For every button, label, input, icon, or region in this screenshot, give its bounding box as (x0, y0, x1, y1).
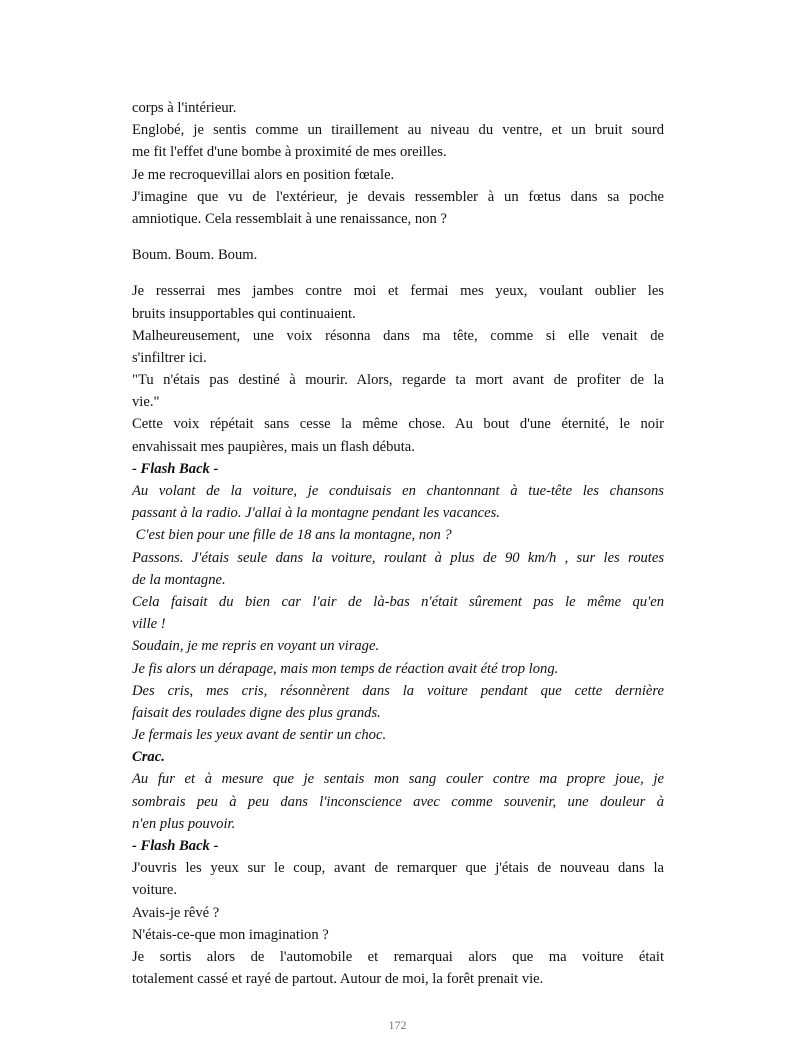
text-line: Englobé, je sentis comme un tiraillement au niveau du ventre, et un bruit sourd (132, 122, 664, 139)
text-line: C'est bien pour une fille de 18 ans la montagne, non ? (132, 527, 452, 544)
flash-back-heading: - Flash Back - (132, 460, 219, 477)
text-line: Cela faisait du bien car l'air de là-bas n'était sûrement pas le même qu'en (132, 593, 664, 610)
text-line: N'étais-ce-que mon imagination ? (132, 926, 329, 943)
text-line: Boum. Boum. Boum. (132, 247, 258, 264)
text-line: s'infiltrer ici. (132, 349, 207, 366)
text-line: faisait des roulades digne des plus grands. (132, 704, 381, 721)
text-line: Des cris, mes cris, résonnèrent dans la voiture pendant que cette dernière (132, 682, 664, 699)
text-line: bruits insupportables qui continuaient. (132, 305, 356, 322)
text-line: voiture. (132, 882, 177, 899)
text-line: Je fermais les yeux avant de sentir un choc. (132, 727, 387, 744)
text-line: Je sortis alors de l'automobile et remarquai alors que ma voiture était (132, 948, 664, 965)
text-line: totalement cassé et rayé de partout. Autour de moi, la forêt prenait vie. (132, 971, 544, 988)
text-line: Au volant de la voiture, je conduisais en chantonnant à tue-tête les chansons (132, 483, 664, 499)
text-line: ville ! (132, 616, 166, 633)
text-line: envahissait mes paupières, mais un flash débuta. (132, 438, 415, 455)
crac-line: Crac. (132, 749, 165, 766)
text-line: Passons. J'étais seule dans la voiture, roulant à plus de 90 km/h , sur les routes (132, 549, 664, 566)
text-line: passant à la radio. J'allai à la montagne pendant les vacances. (132, 505, 500, 522)
text-line: "Tu n'étais pas destiné à mourir. Alors, regarde ta mort avant de profiter de la (132, 372, 664, 389)
text-line: Avais-je rêvé ? (132, 904, 220, 921)
text-line: Je resserrai mes jambes contre moi et fermai mes yeux, voulant oublier les (132, 283, 664, 300)
text-line: Soudain, je me repris en voyant un virage. (132, 638, 380, 655)
text-line: Au fur et à mesure que je sentais mon sang couler contre ma propre joue, je (132, 771, 664, 788)
text-line: Je fis alors un dérapage, mais mon temps de réaction avait été trop long. (132, 660, 559, 677)
text-line: vie." (132, 394, 160, 411)
text-line: amniotique. Cela ressemblait à une renaissance, non ? (132, 210, 447, 227)
text-line: Malheureusement, une voix résonna dans ma tête, comme si elle venait de (132, 327, 664, 344)
text-line: corps à l'intérieur. (132, 100, 237, 116)
page-body (132, 97, 664, 990)
text-line: sombrais peu à peu dans l'inconscience avec comme souvenir, une douleur à (132, 793, 664, 810)
text-line: J'ouvris les yeux sur le coup, avant de remarquer que j'étais de nouveau dans la (132, 860, 664, 877)
page-number: 172 (388, 1018, 407, 1032)
paragraph-gap (132, 266, 664, 280)
flash-back-heading: - Flash Back - (132, 838, 219, 854)
text-line: Je me recroquevillai alors en position fœtale. (132, 166, 395, 183)
text-line: n'en plus pouvoir. (132, 815, 236, 832)
text-line: Cette voix répétait sans cesse la même chose. Au bout d'une éternité, le noir (132, 416, 664, 433)
paragraph-gap (132, 230, 664, 244)
text-line: me fit l'effet d'une bombe à proximité de mes oreilles. (132, 144, 447, 161)
text-line: J'imagine que vu de l'extérieur, je devais ressembler à un fœtus dans sa poche (132, 188, 664, 205)
text-line: de la montagne. (132, 571, 226, 588)
